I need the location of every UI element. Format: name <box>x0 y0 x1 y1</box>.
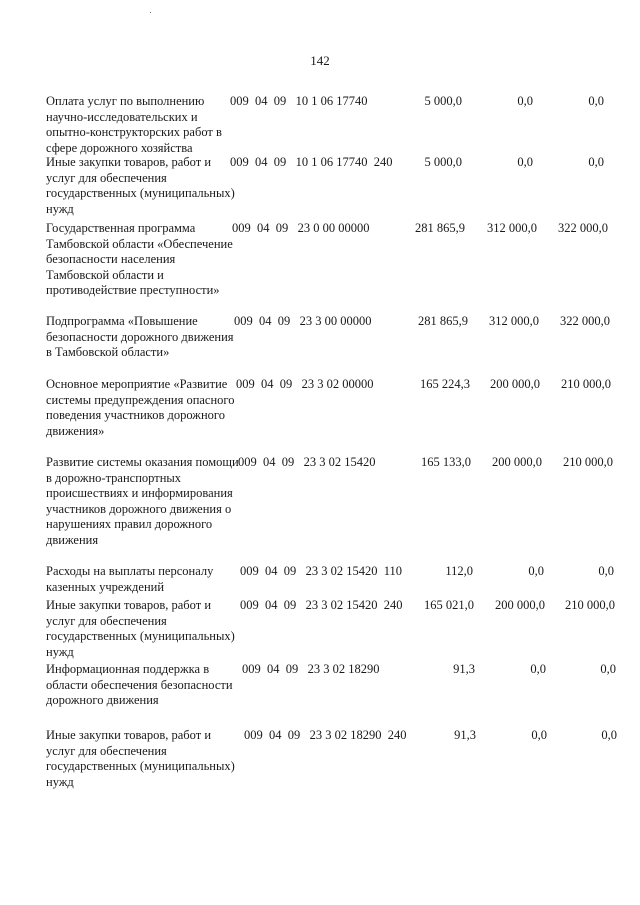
row-code: 009 04 09 23 3 02 15420 240 <box>240 598 403 612</box>
row-name: Иные закупки товаров, работ и услуг для обеспечения государственных (муниципальных) нужд <box>46 598 235 659</box>
row-name: Расходы на выплаты персоналу казенных учреждений <box>46 564 214 594</box>
row-value-2: 0,0 <box>530 662 546 676</box>
row-code: 009 04 09 10 1 06 17740 240 <box>230 155 393 169</box>
row-value-1: 5 000,0 <box>424 155 462 169</box>
row-value-2: 312 000,0 <box>489 314 539 328</box>
row-value-3: 0,0 <box>588 155 604 169</box>
row-name: Иные закупки товаров, работ и услуг для обеспечения государственных (муниципальных) нужд <box>46 155 235 216</box>
row-value-3: 210 000,0 <box>561 377 611 391</box>
row-value-3: 0,0 <box>600 662 616 676</box>
row-code: 009 04 09 10 1 06 17740 <box>230 94 368 108</box>
row-name: Иные закупки товаров, работ и услуг для обеспечения государственных (муниципальных) нужд <box>46 728 235 789</box>
row-code: 009 04 09 23 3 02 15420 110 <box>240 564 403 578</box>
row-value-1: 281 865,9 <box>418 314 468 328</box>
row-value-2: 312 000,0 <box>487 221 537 235</box>
row-value-3: 210 000,0 <box>563 455 613 469</box>
row-value-2: 0,0 <box>531 728 547 742</box>
row-value-2: 200 000,0 <box>492 455 542 469</box>
row-value-2: 200 000,0 <box>490 377 540 391</box>
row-name: Основное мероприятие «Развитие системы предупреждения опасного поведения участников дорожного движения» <box>46 377 235 438</box>
row-value-1: 165 021,0 <box>424 598 474 612</box>
row-name: Оплата услуг по выполнению научно-исследовательских и опытно-конструкторских работ в сфере дорожного хозяйства <box>46 94 222 155</box>
row-value-2: 0,0 <box>517 155 533 169</box>
row-code: 009 04 09 23 3 02 18290 <box>242 662 380 676</box>
row-code: 009 04 09 23 3 00 00000 <box>234 314 372 328</box>
row-value-3: 0,0 <box>588 94 604 108</box>
row-value-1: 5 000,0 <box>424 94 462 108</box>
row-value-3: 322 000,0 <box>560 314 610 328</box>
row-value-1: 281 865,9 <box>415 221 465 235</box>
row-code: 009 04 09 23 3 02 18290 240 <box>244 728 407 742</box>
row-value-3: 322 000,0 <box>558 221 608 235</box>
row-value-1: 91,3 <box>454 728 476 742</box>
row-value-3: 0,0 <box>601 728 617 742</box>
row-code: 009 04 09 23 0 00 00000 <box>232 221 370 235</box>
row-value-1: 165 224,3 <box>420 377 470 391</box>
row-value-1: 91,3 <box>453 662 475 676</box>
row-value-2: 200 000,0 <box>495 598 545 612</box>
row-name: Подпрограмма «Повышение безопасности дорожного движения в Тамбовской области» <box>46 314 234 359</box>
row-value-1: 165 133,0 <box>421 455 471 469</box>
row-value-3: 210 000,0 <box>565 598 615 612</box>
row-name: Информационная поддержка в области обеспечения безопасности дорожного движения <box>46 662 233 707</box>
row-name: Развитие системы оказания помощи в дорожно-транспортных происшествиях и информирования участников дорожного движения о нарушениях правил дорожного движения <box>46 455 239 547</box>
row-value-2: 0,0 <box>517 94 533 108</box>
row-name: Государственная программа Тамбовской области «Обеспечение безопасности населения Тамбовской области и противодействие преступности» <box>46 221 233 297</box>
row-value-2: 0,0 <box>528 564 544 578</box>
row-value-3: 0,0 <box>598 564 614 578</box>
scan-speck <box>150 12 151 13</box>
row-value-1: 112,0 <box>445 564 473 578</box>
page-number: 142 <box>310 53 330 68</box>
row-code: 009 04 09 23 3 02 00000 <box>236 377 374 391</box>
row-code: 009 04 09 23 3 02 15420 <box>238 455 376 469</box>
